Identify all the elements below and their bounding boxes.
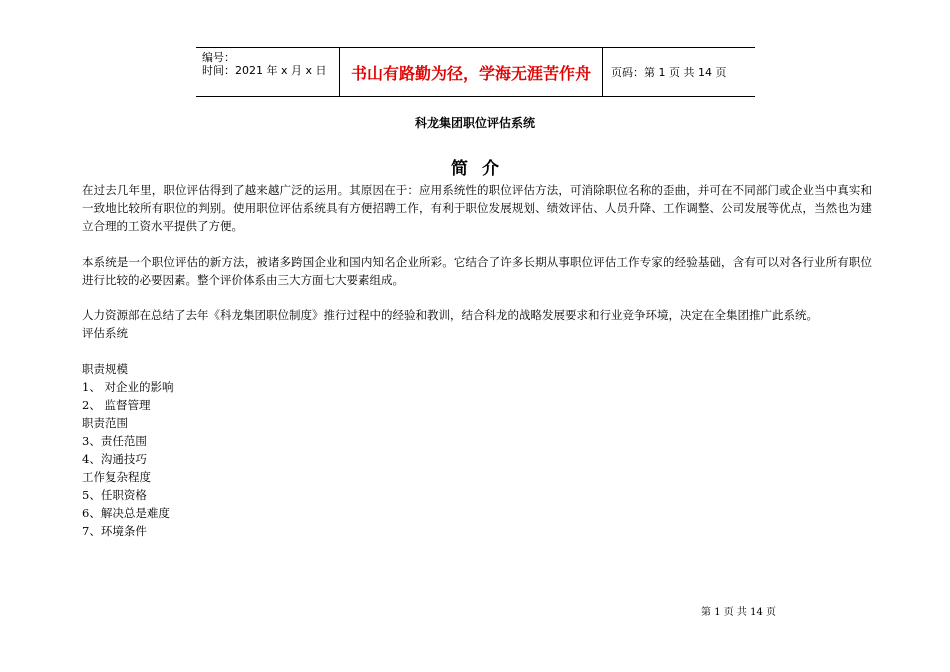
- evaluation-system-label: 评估系统: [82, 326, 128, 340]
- motto: 书山有路勤为径，学海无涯苦作舟: [339, 48, 603, 96]
- header-table: [196, 47, 755, 97]
- page-footer: 第 1 页 共 14 页: [701, 607, 776, 618]
- list-item: 4、沟通技巧: [82, 452, 147, 466]
- factor-list: [82, 360, 173, 540]
- list-item: 2、 监督管理: [82, 398, 151, 412]
- time-label: 时间：2021 年 x 月 x 日: [202, 64, 327, 77]
- list-item: 6、解决总是难度: [82, 506, 170, 520]
- list-item: 职责范围: [82, 416, 128, 430]
- list-item: 1、 对企业的影响: [82, 380, 174, 394]
- paragraph-2: 本系统是一个职位评估的新方法，被诸多跨国企业和国内知名企业所彩。它结合了许多长期从事职位评估工作专家的经验基础，含有可以对各行业所有职位进行比较的必要因素。整个评价体系由三大方面七大要素组成。: [82, 255, 872, 287]
- list-item: 职责规模: [82, 362, 128, 376]
- section-title: 简介: [451, 159, 513, 179]
- list-item: 工作复杂程度: [82, 470, 151, 484]
- paragraph-3-text: 人力资源部在总结了去年《科龙集团职位制度》推行过程中的经验和教训，结合科龙的战略发展要求和行业竞争环境，决定在全集团推广此系统。: [82, 308, 818, 322]
- list-item: 3、责任范围: [82, 434, 147, 448]
- number-label: 编号：: [202, 51, 235, 64]
- list-item: 5、任职资格: [82, 488, 147, 502]
- document-title: 科龙集团职位评估系统: [414, 116, 535, 130]
- header-info-cell: [196, 48, 339, 96]
- paragraph-3: [82, 306, 872, 342]
- paragraph-1: 在过去几年里，职位评估得到了越来越广泛的运用。其原因在于：应用系统性的职位评估方法，可消除职位名称的歪曲，并可在不同部门或企业当中真实和一致地比较所有职位的判别。使用职位评估系统具有方便招聘工作，有利于职位发展规划、绩效评估、人员升降、工作调整、公司发展等优点，当然也为建立合理的工资水平提供了方便。: [82, 183, 872, 233]
- list-item: 7、环境条件: [82, 524, 147, 538]
- page-code: 页码：第 1 页 共 14 页: [611, 66, 727, 79]
